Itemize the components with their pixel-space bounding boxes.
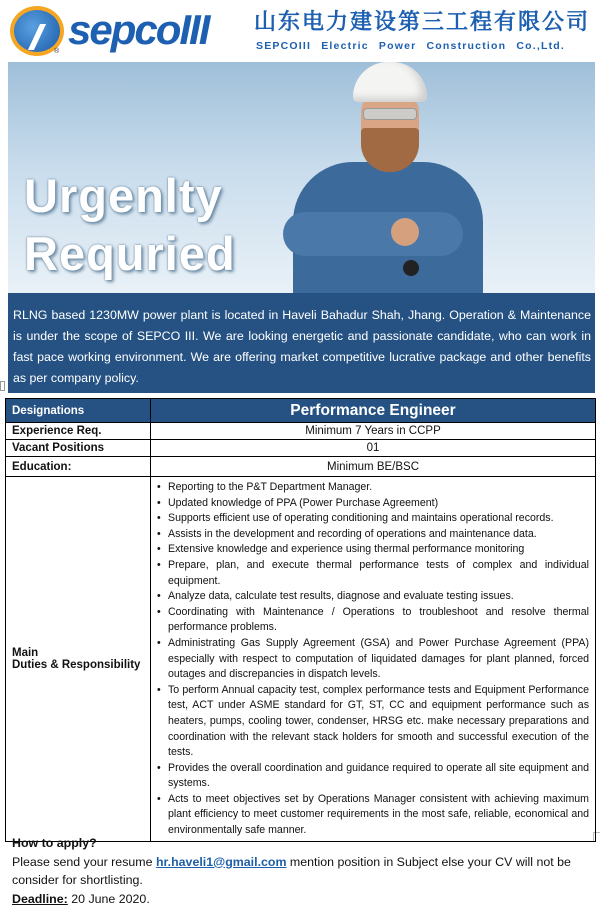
deadline <box>12 890 592 909</box>
list-item: • Prepare, plan, and execute thermal performance tests of complex and individual equipment. <box>155 558 589 589</box>
list-item: • Updated knowledge of PPA (Power Purchase Agreement) <box>155 496 589 512</box>
list-item: • Analyze data, calculate test results, diagnose and evaluate testing issues. <box>155 589 589 605</box>
list-item: • To perform Annual capacity test, complex performance tests and Equipment Performance test, ACT under ASME standard for GT, ST, CC and equipment performance such as heaters, pumps, cooling tower, condenser, HRSG etc. make necessary preparations and coordination with the relevant stack holders for smooth and successful execution of the tests. <box>155 683 589 761</box>
list-item: • Coordinating with Maintenance / Operations to troubleshoot and resolve thermal performance problems. <box>155 605 589 636</box>
engineer-photo <box>263 62 483 293</box>
education-value: Minimum BE/BSC <box>151 457 596 477</box>
table-row <box>6 457 596 477</box>
logo-wordmark: sepcoIII <box>68 6 209 53</box>
education-label: Education: <box>6 457 151 477</box>
list-item: • Reporting to the P&T Department Manager. <box>155 480 589 496</box>
duties-label <box>6 477 151 842</box>
experience-label: Experience Req. <box>6 423 151 440</box>
apply-text <box>12 853 592 890</box>
registered-mark: ® <box>54 48 60 55</box>
logo-english-name: SEPCOIII Electric Power Construction Co.,Ltd. <box>256 40 566 52</box>
table-row <box>6 440 596 457</box>
designation-value: Performance Engineer <box>151 399 596 423</box>
logo-chinese-name: 山东电力建设第三工程有限公司 <box>254 10 591 35</box>
hero-title <box>24 167 236 283</box>
duties-label-line1: Main <box>12 646 39 659</box>
apply-text-post: mention position in Subject else your CV will not be consider for shortlisting. <box>12 854 571 887</box>
table-row <box>6 423 596 440</box>
apply-heading: How to apply? <box>12 836 97 850</box>
vacant-value: 01 <box>151 440 596 457</box>
list-item: • Acts to meet objectives set by Operations Manager consistent with achieving maximum plant efficiency to meet customer requirements in the most safe, reliable, economical and environmentally safe manner. <box>155 792 589 839</box>
job-details-table <box>5 398 596 842</box>
deadline-label: Deadline: <box>12 891 68 906</box>
company-logo <box>4 2 598 58</box>
table-row <box>6 399 596 423</box>
how-to-apply <box>12 834 592 908</box>
designation-label: Designations <box>6 399 151 423</box>
list-item: • Provides the overall coordination and guidance required to operate all site equipment and systems. <box>155 761 589 792</box>
apply-text-pre: Please send your resume <box>12 854 156 869</box>
duties-cell <box>151 477 596 842</box>
email-link[interactable]: hr.haveli1@gmail.com <box>155 854 287 869</box>
list-item: • Administrating Gas Supply Agreement (GSA) and Power Purchase Agreement (PPA) especially with respect to computation of liquidated damages for plant planned, forced outages and discrepancies in dispatch levels. <box>155 636 589 683</box>
deadline-value: 20 June 2020. <box>67 891 150 906</box>
hero-title-line1: Urgenlty <box>24 169 223 222</box>
list-item: • Supports efficient use of operating conditioning and maintains operational records. <box>155 511 589 527</box>
table-row <box>6 477 596 842</box>
intro-paragraph: RLNG based 1230MW power plant is located in Haveli Bahadur Shah, Jhang. Operation & Maintenance is under the scope of SEPCO III. We are looking energetic and passionate candidate, who can work in fast pace working environment. We are offering market competitive lucrative package and other benefits as per company policy. <box>8 293 595 393</box>
duties-list <box>151 477 595 841</box>
vacant-label: Vacant Positions <box>6 440 151 457</box>
hero-title-line2: Requried <box>24 227 236 280</box>
experience-value: Minimum 7 Years in CCPP <box>151 423 596 440</box>
anchor-marker <box>0 381 5 391</box>
duties-label-line2: Duties & Responsibility <box>12 658 141 671</box>
list-item: • Extensive knowledge and experience using thermal performance monitoring <box>155 542 589 558</box>
hero-banner <box>8 62 595 293</box>
list-item: • Assists in the development and recording of operations and maintenance data. <box>155 527 589 543</box>
